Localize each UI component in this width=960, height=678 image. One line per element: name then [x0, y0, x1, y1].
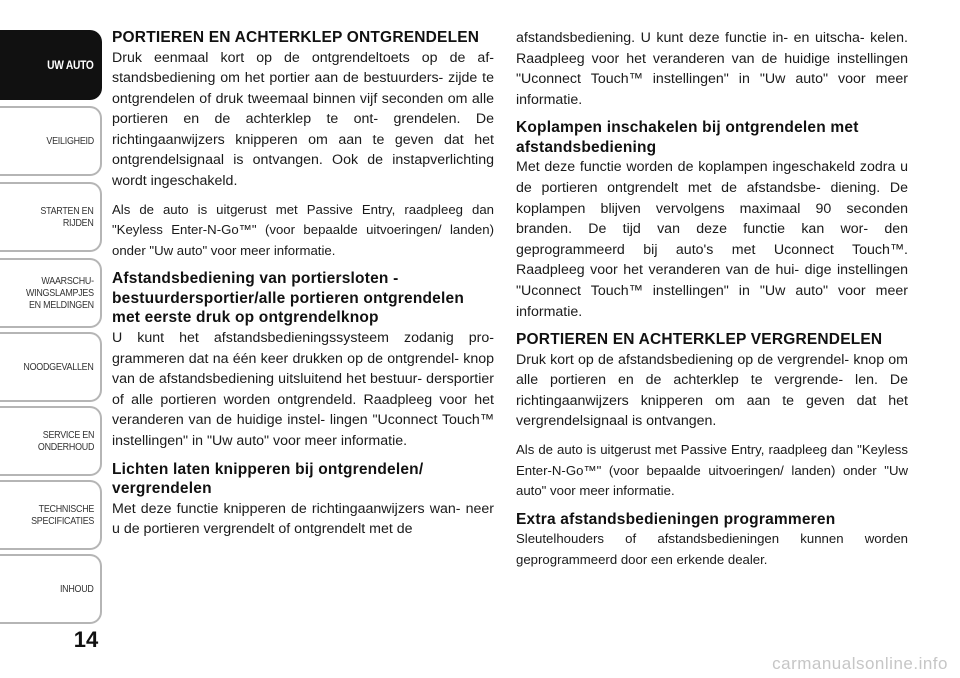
- section-heading: Koplampen inschakelen bij ontgrendelen met afstandsbediening: [516, 119, 859, 156]
- section-heading: PORTIEREN EN ACHTERKLEP ONTGRENDELEN: [112, 29, 480, 46]
- page-number: 14: [73, 627, 99, 652]
- body-paragraph: Sleutelhouders of afstandsbedieningen kunnen worden geprogrammeerd door een erkende dealer.: [516, 531, 908, 567]
- body-paragraph: Druk kort op de afstandsbediening op de vergrendel- knop om alle portieren en de achterklep te vergrende- len. De richtingaanwijzers knipperen om aan te geven dat het vergrendelsignaal is ontvangen.: [516, 351, 908, 430]
- tab-label: SERVICE EN ONDERHOUD: [37, 429, 94, 453]
- tab-label: UW AUTO: [47, 58, 94, 72]
- body-paragraph: Met deze functie knipperen de richtingaanwijzers wan- neer u de portieren vergrendelt of ontgrendelt met de: [112, 500, 494, 538]
- body-paragraph: Druk eenmaal kort op de ontgrendeltoets op de af- standsbediening om het portier aan de bestuurders- zijde te ontgrendelen of druk tweemaal binnen vijf seconden om alle portieren en de achterklep te ont- grendelen. De richtingaanwijzers knipperen om aan te geven dat het ontgrendelsignaal is ontvangen. Ook de instapverlichting wordt ingeschakeld.: [112, 49, 494, 190]
- tab-label: TECHNISCHE SPECIFICATIES: [31, 503, 94, 527]
- section-portieren-ontgrendelen: [112, 28, 494, 261]
- section-lichten-knipperen: [112, 460, 494, 540]
- section-continued: [516, 28, 908, 110]
- tab-uw-auto[interactable]: [0, 30, 102, 100]
- tab-noodgevallen[interactable]: [0, 332, 102, 402]
- body-paragraph: Met deze functie worden de koplampen ingeschakeld zodra u de portieren ontgrendelt met de afstandsbe- diening. De koplampen blijven vervolgens maximaal 90 seconden branden. De tijd van deze functie kan wor- den geprogrammeerd bij auto's met Uconnect Touch™. Raadpleeg voor het veranderen van de hui- dige instellingen "Uconnect Touch™ instellingen" in "Uw auto" voor meer informatie.: [516, 159, 908, 320]
- body-paragraph: U kunt het afstandsbedieningssysteem zodanig pro- grammeren dat na één keer drukken op de ontgrendel- knop van de afstandsbediening uitsluitend het bestuur- dersportier of alle portieren worden ontgrendeld. Raadpleeg voor het veranderen van de huidige instel- lingen "Uconnect Touch™ instellingen" in "Uw auto" voor meer informatie.: [112, 329, 494, 449]
- section-koplampen-inschakelen: [516, 118, 908, 322]
- section-extra-afstandsbedieningen: [516, 510, 908, 571]
- tab-inhoud[interactable]: [0, 554, 102, 624]
- tab-starten-en-rijden[interactable]: [0, 182, 102, 252]
- section-heading: Lichten laten knipperen bij ontgrendelen/ vergrendelen: [112, 460, 424, 497]
- section-heading: PORTIEREN EN ACHTERKLEP VERGRENDELEN: [516, 331, 883, 349]
- body-paragraph: Als de auto is uitgerust met Passive Entry, raadpleeg dan "Keyless Enter-N-Go™" (voor bepaalde uitvoeringen/ landen) onder "Uw auto" voor meer informatie.: [112, 201, 494, 258]
- tab-label: NOODGEVALLEN: [23, 361, 94, 373]
- section-afstandsbediening-portiersloten: [112, 269, 494, 451]
- tab-label: WAARSCHU- WINGSLAMPJES EN MELDINGEN: [26, 275, 94, 311]
- left-column: [112, 28, 494, 548]
- tab-waarschuwingslampjes[interactable]: [0, 258, 102, 328]
- tab-veiligheid[interactable]: [0, 106, 102, 176]
- section-heading: Extra afstandsbedieningen programmeren: [516, 510, 836, 528]
- section-portieren-vergrendelen: [516, 330, 908, 502]
- watermark: carmanualsonline.info: [772, 654, 948, 673]
- tab-label: VEILIGHEID: [46, 135, 94, 147]
- tab-label: STARTEN EN RIJDEN: [40, 205, 94, 229]
- tab-label: INHOUD: [60, 583, 94, 595]
- body-paragraph: Als de auto is uitgerust met Passive Entry, raadpleeg dan "Keyless Enter-N-Go™" (voor bepaalde uitvoeringen/ landen) onder "Uw auto" voor meer informatie.: [516, 442, 908, 499]
- tab-technische-specificaties[interactable]: [0, 480, 102, 550]
- section-heading: Afstandsbediening van portiersloten - bestuurdersportier/alle portieren ontgrendelen met eerste druk op ontgrendelknop: [112, 270, 464, 327]
- body-paragraph: afstandsbediening. U kunt deze functie in- en uitscha- kelen. Raadpleeg voor het veranderen van de huidige instellingen "Uconnect Touch™ instellingen" in "Uw auto" voor meer informatie.: [516, 30, 908, 108]
- tab-service-en-onderhoud[interactable]: [0, 406, 102, 476]
- right-column: [516, 28, 908, 578]
